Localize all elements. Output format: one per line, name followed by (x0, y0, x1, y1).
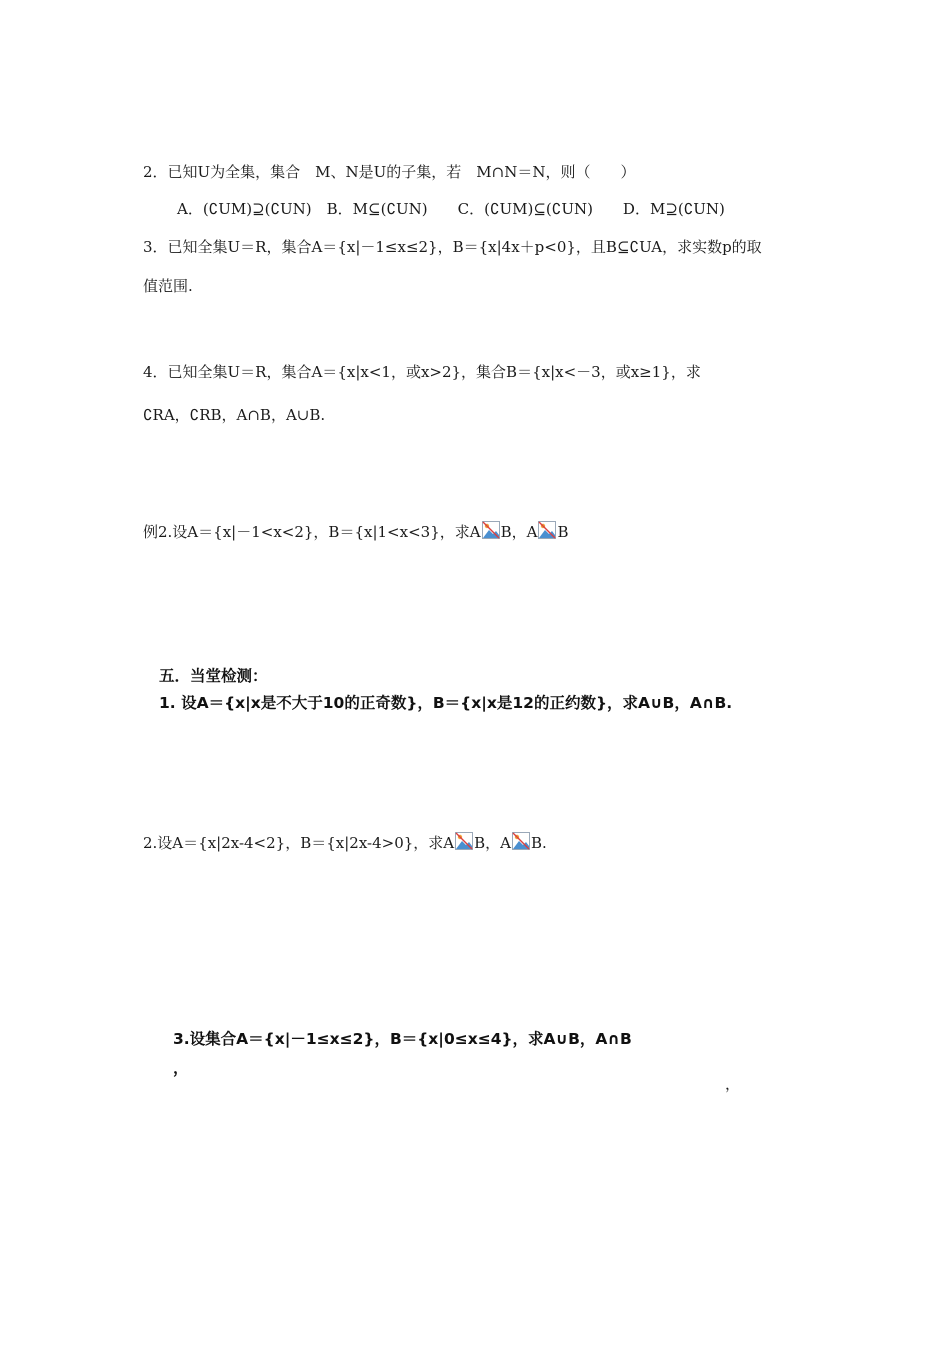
practice-3-trailing-comma: ， (173, 1059, 189, 1077)
broken-image-icon (455, 832, 473, 850)
example-2-text-c: B (557, 523, 569, 541)
practice-2-text-b: B，A (474, 834, 511, 852)
example-2-text-b: B，A (500, 523, 538, 541)
practice-2-text-a: 2.设A＝{x|2x-4<2}，B＝{x|2x-4>0}，求A (143, 834, 455, 852)
question-3-line-1: 3．已知全集U＝R，集合A＝{x|－1≤x≤2}，B＝{x|4x＋p<0}，且B⊆∁UA，求实数p的取 (143, 238, 762, 256)
question-3-line-2: 值范围. (143, 277, 193, 295)
practice-3: 3.设集合A＝{x|－1≤x≤2}，B＝{x|0≤x≤4}，求A∪B，A∩B (173, 1030, 632, 1048)
broken-image-icon (538, 521, 556, 539)
broken-image-icon (512, 832, 530, 850)
section-5-heading: 五．当堂检测： (159, 667, 268, 685)
question-2-options: A．(∁UM)⊇(∁UN) B．M⊆(∁UN) C．(∁UM)⊆(∁UN) D．M⊇(∁UN) (177, 200, 725, 218)
example-2 (143, 521, 568, 542)
question-2-stem: 2．已知U为全集，集合 M、N是U的子集，若 M∩N＝N，则（ ） (143, 163, 636, 181)
practice-2 (143, 832, 547, 853)
question-4-line-2: ∁RA，∁RB，A∩B，A∪B. (143, 406, 326, 424)
practice-2-text-c: B. (531, 834, 547, 852)
stray-comma: ， (725, 1075, 741, 1093)
question-4-line-1: 4．已知全集U＝R，集合A＝{x|x<1，或x>2}，集合B＝{x|x<－3，或x≥1}，求 (143, 363, 701, 381)
practice-1: 1. 设A＝{x|x是不大于10的正奇数}，B＝{x|x是12的正约数}，求A∪B，A∩B. (159, 694, 733, 712)
example-2-text-a: 例2.设A＝{x|－1<x<2}，B＝{x|1<x<3}，求A (143, 523, 481, 541)
broken-image-icon (482, 521, 500, 539)
